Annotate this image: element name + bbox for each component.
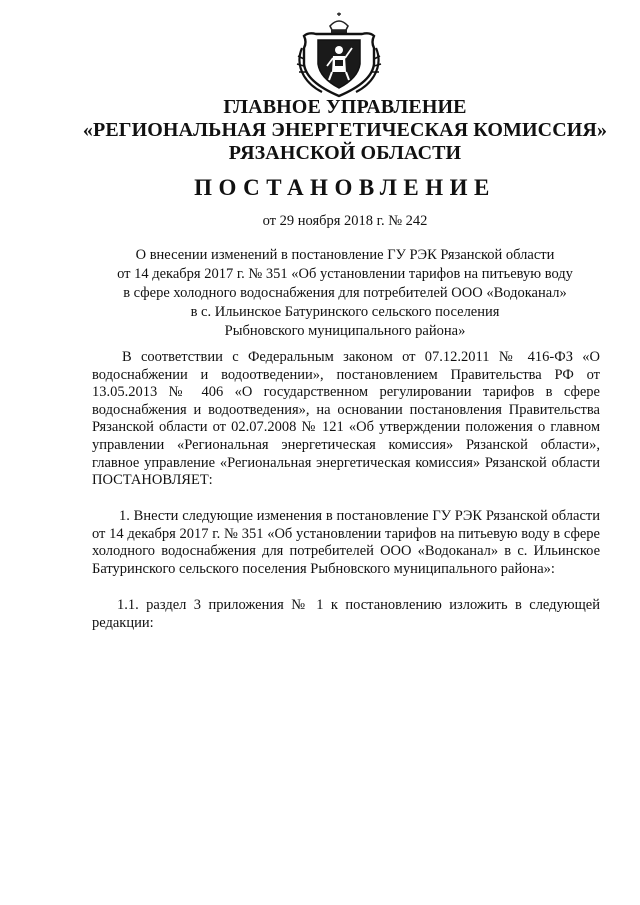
preamble-paragraph: В соответствии с Федеральным законом от 07.12.2011 № 416-ФЗ «О водоснабжении и водоотведении», постановлением Правительства РФ от 13.05.2013 № 406 «О государственном регулировании тарифов в сфере водоснабжения и водоотведения», на основании постановления Правительства Рязанской области от 02.07.2008 № 121 «Об утверждении положения о главном управлении «Региональная энергетическая комиссия» Рязанской области», главное управление «Региональная энергетическая комиссия» Рязанской области ПОСТАНОВЛЯЕТ: [92, 349, 600, 489]
document-date-number: от 29 ноября 2018 г. № 242 [262, 213, 428, 229]
subject-line: в с. Ильинское Батуринского сельского поселения [190, 304, 500, 320]
document-type-title: ПОСТАНОВЛЕНИЕ [194, 175, 496, 200]
authority-line-1: ГЛАВНОЕ УПРАВЛЕНИЕ [223, 96, 467, 118]
authority-line-3: РЯЗАНСКОЙ ОБЛАСТИ [228, 142, 462, 164]
subject-line: в сфере холодного водоснабжения для потребителей ООО «Водоканал» [123, 285, 567, 301]
document-subject [90, 246, 600, 341]
coat-of-arms-icon [294, 12, 384, 100]
subject-line: от 14 декабря 2017 г. № 351 «Об установлении тарифов на питьевую воду [117, 266, 573, 282]
subject-line: Рыбновского муниципального района» [224, 323, 466, 339]
resolution-item-1-1: 1.1. раздел 3 приложения № 1 к постановлению изложить в следующей редакции: [92, 597, 600, 631]
subject-line: О внесении изменений в постановление ГУ РЭК Рязанской области [135, 247, 555, 263]
resolution-item-1: 1. Внести следующие изменения в постановление ГУ РЭК Рязанской области от 14 декабря 2017 г. № 351 «Об установлении тарифов на питьевую воду в сфере холодного водоснабжения для потребителей ООО «Водоканал» в с. Ильинское Батуринского сельского поселения Рыбновского муниципального района»: [92, 508, 600, 577]
issuing-authority [60, 96, 630, 165]
authority-line-2: «РЕГИОНАЛЬНАЯ ЭНЕРГЕТИЧЕСКАЯ КОМИССИЯ» [82, 119, 608, 141]
